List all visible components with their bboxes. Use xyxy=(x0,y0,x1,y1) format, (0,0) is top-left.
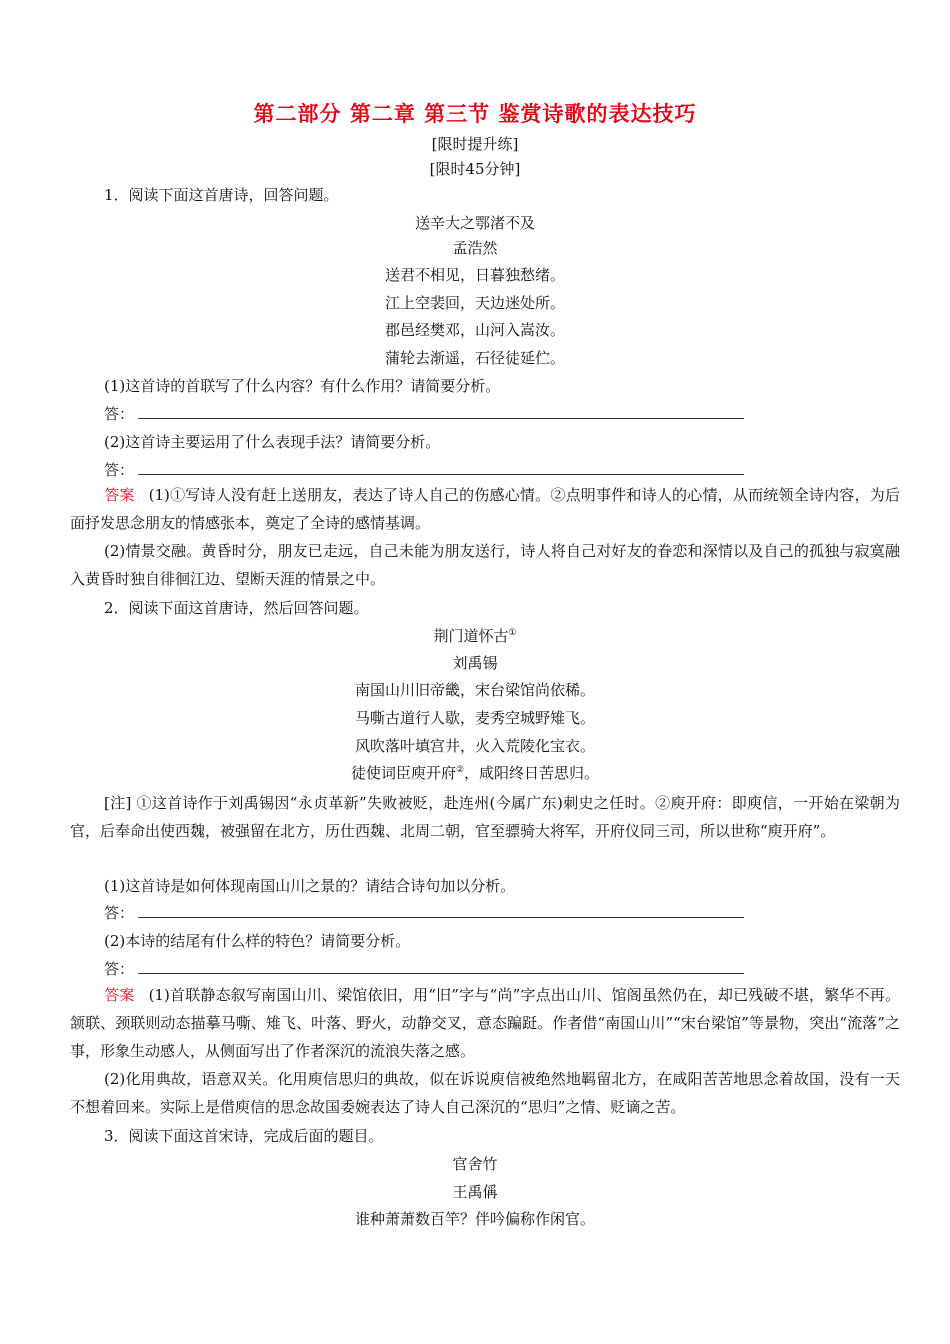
answer-label: 答案 xyxy=(104,986,135,1004)
q2-poem-line: 马嘶古道行人歇，麦秀空城野雉飞。 xyxy=(354,709,595,727)
q1-answer-2 xyxy=(70,537,900,593)
q1-answer-line-1[interactable] xyxy=(104,403,744,424)
q1-subquestion-2: (2)这首诗主要运用了什么表现手法？请简要分析。 xyxy=(104,433,441,451)
q1-subquestion-1: (1)这首诗的首联写了什么内容？有什么作用？请简要分析。 xyxy=(104,377,501,395)
q1-answer-1 xyxy=(70,481,900,537)
q2-note xyxy=(70,789,900,845)
footnote-marker: ② xyxy=(455,765,465,775)
q2-answer-2 xyxy=(70,1065,900,1121)
answer-label: 答案 xyxy=(104,486,135,504)
answer-prefix: 答： xyxy=(104,405,135,423)
poem-line-part: ，咸阳终日苦思归。 xyxy=(464,764,600,782)
poem-line-part: 徒使词臣庾开府 xyxy=(350,764,456,782)
answer-blank[interactable] xyxy=(138,961,744,974)
q1-poem-line: 郡邑经樊邓，山河入嵩汝。 xyxy=(384,321,565,339)
answer-blank[interactable] xyxy=(138,905,744,918)
answer-text: (2)情景交融。黄昏时分，朋友已走远，自己未能为朋友送行，诗人将自己对好友的眷恋和深情以及自己的孤独与寂寞融入黄昏时独自徘徊江边、望断天涯的情景之中。 xyxy=(70,542,900,588)
answer-prefix: 答： xyxy=(104,461,135,479)
q2-poem-title xyxy=(0,625,950,646)
answer-text: (2)化用典故，语意双关。化用庾信思归的典故，似在诉说庾信被绝然地羁留北方，在咸阳苦苦地思念着故国，没有一天不想着回来。实际上是借庾信的思念故国委婉表达了诗人自己深沉的“思归”之情、贬谪之苦。 xyxy=(70,1070,900,1116)
answer-prefix: 答： xyxy=(104,904,135,922)
subtitle-time-limit: [限时45分钟] xyxy=(429,160,521,178)
q1-poem-line: 江上空裴回，天边迷处所。 xyxy=(384,294,565,312)
q2-poem-line: 南国山川旧帝畿，宋台梁馆尚依稀。 xyxy=(354,681,595,699)
q1-answer-line-2[interactable] xyxy=(104,459,744,480)
q1-poem-line: 蒲轮去渐遥，石径徒延伫。 xyxy=(384,349,565,367)
q1-intro: 1．阅读下面这首唐诗，回答问题。 xyxy=(104,186,339,204)
q3-poem-title: 官舍竹 xyxy=(452,1155,498,1173)
q2-answer-line-2[interactable] xyxy=(104,958,744,979)
q2-subquestion-1: (1)这首诗是如何体现南国山川之景的？请结合诗句加以分析。 xyxy=(104,877,516,895)
footnote-marker: ① xyxy=(508,628,517,638)
subtitle-practice: [限时提升练] xyxy=(431,135,519,153)
answer-prefix: 答： xyxy=(104,960,135,978)
q3-poem-author: 王禹偁 xyxy=(452,1183,498,1201)
answer-blank[interactable] xyxy=(138,462,744,475)
q3-intro: 3．阅读下面这首宋诗，完成后面的题目。 xyxy=(104,1127,384,1145)
q2-intro: 2．阅读下面这首唐诗，然后回答问题。 xyxy=(104,599,369,617)
q2-subquestion-2: (2)本诗的结尾有什么样的特色？请简要分析。 xyxy=(104,932,411,950)
q2-poem-line xyxy=(0,762,950,783)
q3-poem-line: 谁种萧萧数百竿？伴吟偏称作闲官。 xyxy=(354,1210,595,1228)
q1-poem-line: 送君不相见，日暮独愁绪。 xyxy=(384,266,565,284)
q1-poem-author: 孟浩然 xyxy=(452,239,498,257)
answer-blank[interactable] xyxy=(138,406,744,419)
q2-poem-line: 风吹落叶填宫井，火入荒陵化宝衣。 xyxy=(354,737,595,755)
poem-title-text: 荆门道怀古 xyxy=(433,627,509,645)
q2-answer-line-1[interactable] xyxy=(104,902,744,923)
q2-answer-1 xyxy=(70,981,900,1065)
note-text: [注] ①这首诗作于刘禹锡因“永贞革新”失败被贬，赴连州(今属广东)刺史之任时。②庾开府：即庾信，一开始在梁朝为官，后奉命出使西魏，被强留在北方，历仕西魏、北周二朝，官至骠骑大将军，开府仪同三司，所以世称“庾开府”。 xyxy=(70,794,900,840)
answer-text: (1)①写诗人没有赶上送朋友，表达了诗人自己的伤感心情。②点明事件和诗人的心情，从而统领全诗内容，为后面抒发思念朋友的情感张本，奠定了全诗的感情基调。 xyxy=(70,486,900,532)
answer-text: (1)首联静态叙写南国山川、梁馆依旧，用“旧”字与“尚”字点出山川、馆阁虽然仍在，却已残破不堪，繁华不再。颔联、颈联则动态描摹马嘶、雉飞、叶落、野火，动静交叉，意态蹁跹。作者借“南国山川”“宋台梁馆”等景物，突出“流落”之事，形象生动感人，从侧面写出了作者深沉的流浪失落之感。 xyxy=(70,986,900,1060)
q2-poem-author: 刘禹锡 xyxy=(452,654,498,672)
q1-poem-title: 送辛大之鄂渚不及 xyxy=(414,214,535,232)
page-title: 第二部分 第二章 第三节 鉴赏诗歌的表达技巧 xyxy=(253,101,697,126)
